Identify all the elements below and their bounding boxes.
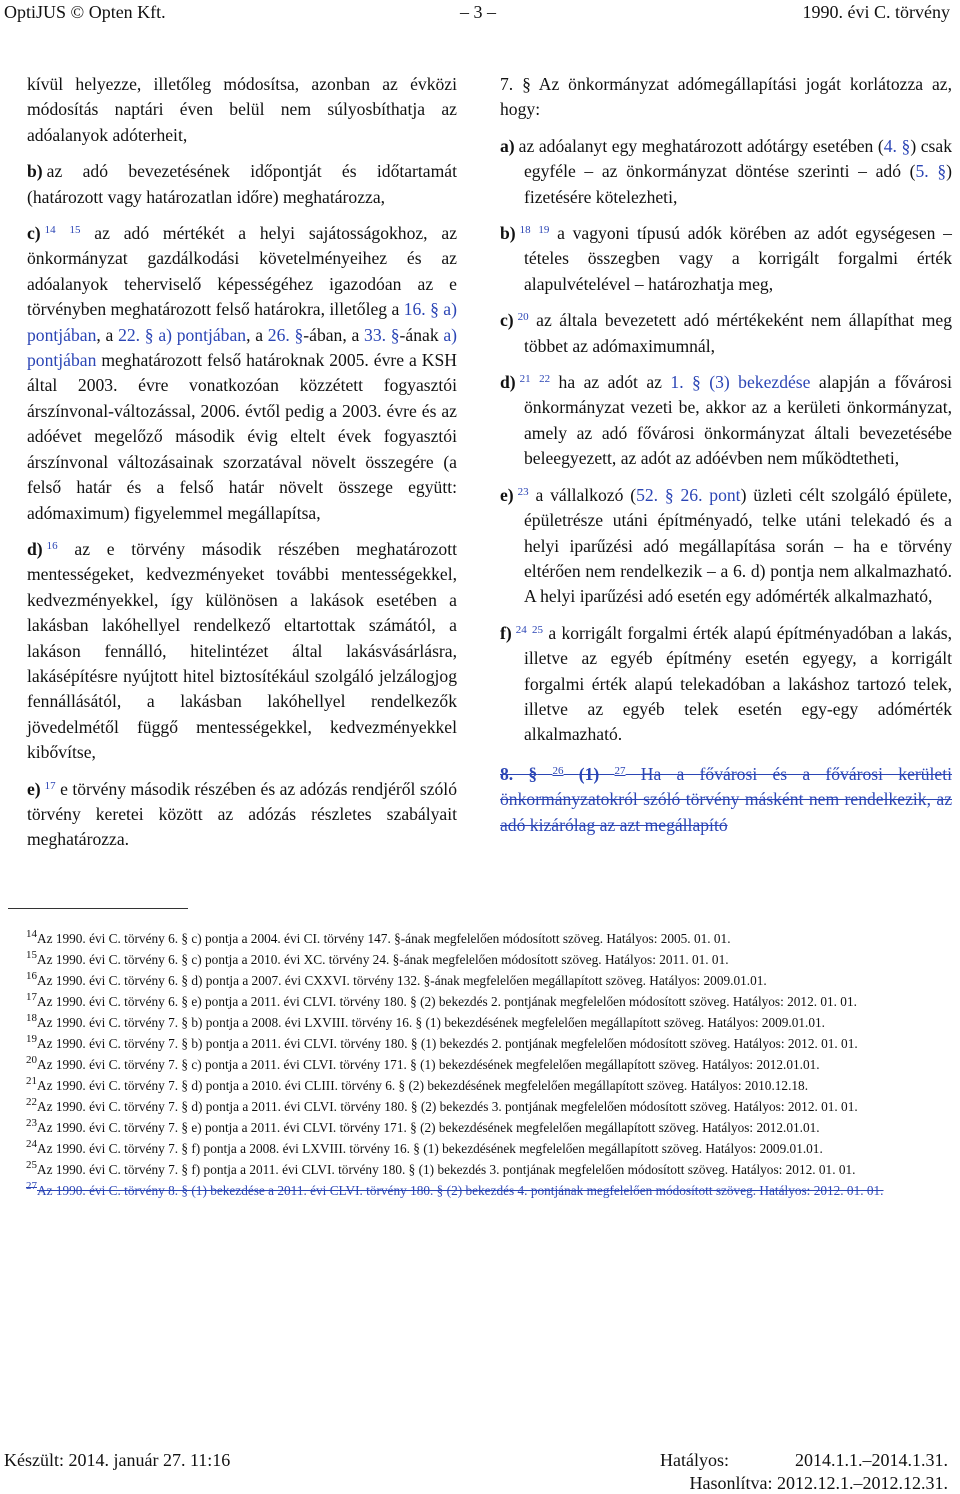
link-52-26[interactable]: 52. § 26. pont [636,484,741,505]
footnote-20: $^{20}$Az 1990. évi C. törvény 7. § c) pontja a 2011. évi CLVI. törvény 171. § (1) bekezdésének megfelelően megállapított szöveg. Hatályos: 2012.01.01. [26,1054,820,1072]
footnote-16: $^{16}$Az 1990. évi C. törvény 6. § d) pontja a 2007. évi CXXVI. törvény 132. §-ának megfelelően megállapított szöveg. Hatályos: 2009.01.01. [26,970,767,988]
link-22a[interactable]: § a) pontjában [144,324,247,345]
footnote-14: $^{14}$Az 1990. évi C. törvény 6. § c) pontja a 2004. évi CI. törvény 147. §-ának megfelelően módosított szöveg. Hatályos: 2005. 01. 01. [26,928,731,946]
link-33a[interactable]: a) pontjában [27,324,458,371]
footnote-ref-19[interactable]: 19 [538,224,550,237]
section-7: 7. § Az önkormányzat adómegállapítási jogát korlátozza az, hogy: [500,74,952,120]
left-column [27,72,457,853]
header-left: OptiJUS © Opten Kft. [4,2,166,22]
footnote-ref-21[interactable]: 21 [519,373,531,386]
link-22[interactable]: 22. [118,324,141,345]
page-number: – 3 – [460,2,496,22]
point-7c: c) $^{20}$ az általa bevezetett adó mértékeként nem állapíthat meg többet az adómaximumnál, [500,310,952,356]
footnote-divider [8,908,188,909]
footnote-ref-23[interactable]: 23 [517,485,529,498]
footnote-ref-16[interactable]: 16 [46,539,58,552]
paragraph-intro: kívül helyezze, illetőleg módosítsa, azonban az évközi módosítás naptári éven belül nem súlyosbíthatja az adóalanyok adóterheit, [27,74,457,145]
footnote-ref-25[interactable]: 25 [532,623,544,636]
point-b: b) az adó bevezetésének időpontját és időtartamát (határozott vagy határozatlan időre) meghatározza, [27,161,457,207]
footnote-27-deleted: $^{27}$Az 1990. évi C. törvény 8. § (1) bekezdése a 2011. évi CLVI. törvény 180. § (2) bekezdés 4. pontjának megfelelően módosított szöveg. Hatályos: 2012. 01. 01. [26,1180,884,1198]
footnote-ref-26[interactable]: 26 [552,764,564,777]
link-33[interactable]: 33. § [364,324,400,345]
footnote-18: $^{18}$Az 1990. évi C. törvény 7. § b) pontja a 2008. évi LXVIII. törvény 16. § (1) bekezdésének megfelelően megállapított szöveg. Hatályos: 2009.01.01. [26,1012,826,1030]
footnotes [6,928,952,1201]
right-column [500,72,952,838]
link-16a[interactable]: § a) pontjában [27,299,457,345]
link-16[interactable]: 16. [403,299,426,320]
footnote-ref-20[interactable]: 20 [517,311,529,324]
point-7a: a) az adóalanyt egy meghatározott adótárgy esetében (4. §) csak egyféle – az önkormányzat döntése szerinti – adó (5. §) fizetésére kötelezheti, [500,135,952,207]
point-7b: b) $^{18}$ $^{19}$ a vagyoni típusú adók körében az adót egységesen – tételes összegben vagy a korrigált forgalmi érték alapulvételével – határozhatja meg, [500,223,952,294]
footnote-ref-27[interactable]: 27 [614,764,626,777]
footnote-ref-15[interactable]: 15 [69,224,81,237]
footer-compared: Hasonlítva: 2012.12.1.–2012.12.31. [689,1473,948,1493]
footnote-22: $^{22}$Az 1990. évi C. törvény 7. § d) pontja a 2011. évi CLVI. törvény 180. § (2) bekezdés 3. pontjának megfelelően módosított szöveg. Hatályos: 2012. 01. 01. [26,1096,858,1114]
point-c: c) $^{14}$ $^{15}$ az adó mértékét a helyi sajátosságokhoz, az önkormányzat gazdálkodási követelményeihez és az adóalanyok teherviselő képességéhez igazodóan az e törvényben meghatározott felső határokra, illetőleg a 16. § a) pontjában, a 22. § a) pontjában, a 26. §-ában, a 33. §-ának a) pontjában meghatározott felső határoknak 2005. évre a KSH által 2003. évre vonatkozóan közzétett fogyasztói árszínvonal-változással, 2006. évtől pedig a 2003. évre és az adóévet megelőző második évig eltelt évek fogyasztói árszínvonal változásainak szorzatával növelt összegére (a felső határ és a felső határ növelt összege együtt: adómaximum) figyelemmel megállapítsa, [27,223,458,523]
header-right: 1990. évi C. törvény [802,2,950,22]
footnote-ref-14[interactable]: 14 [44,224,56,237]
footnote-24: $^{24}$Az 1990. évi C. törvény 7. § f) pontja a 2008. évi LXVIII. törvény 16. § (1) bekezdésének megfelelően megállapított szöveg. Hatályos: 2009.01.01. [26,1138,823,1156]
link-5[interactable]: 5. § [915,161,947,182]
footnote-ref-18[interactable]: 18 [519,224,531,237]
footnote-ref-17[interactable]: 17 [44,779,56,792]
footnote-19: $^{19}$Az 1990. évi C. törvény 7. § b) pontja a 2011. évi CLVI. törvény 180. § (1) bekezdés 2. pontjának megfelelően módosított szöveg. Hatályos: 2012. 01. 01. [26,1033,858,1051]
footnote-ref-24[interactable]: 24 [515,623,527,636]
link-26[interactable]: 26. § [267,324,304,345]
footnote-23: $^{23}$Az 1990. évi C. törvény 7. § e) pontja a 2011. évi CLVI. törvény 171. § (2) bekezdésének megfelelően megállapított szöveg. Hatályos: 2012.01.01. [26,1117,820,1135]
footnote-25: $^{25}$Az 1990. évi C. törvény 7. § f) pontja a 2011. évi CLVI. törvény 180. § (1) bekezdés 3. pontjának megfelelően módosított szöveg. Hatályos: 2012. 01. 01. [26,1159,856,1177]
footnote-21: $^{21}$Az 1990. évi C. törvény 7. § d) pontja a 2010. évi CLIII. törvény 6. § (2) bekezdésének megfelelően megállapított szöveg. Hatályos: 2010.12.18. [26,1075,809,1093]
section-8-deleted: 8. § $^{26}$ (1) $^{27}$ Ha a fővárosi és a fővárosi kerületi önkormányzatokról szóló törvény másként nem rendelkezik, az adó kizárólag az azt megállapító [500,763,953,835]
point-d: d) $^{16}$ az e törvény második részében meghatározott mentességeket, kedvezményeket további mentességekkel, kedvezményekkel, így különösen a lakások esetében a lakásban lakóhellyel rendelkező eltartottak számától, a lakáson fennálló, hitelintézet által lakásvásárlásra, lakásépítésre nyújtott hitel biztosítékául szolgáló jelzálogjog fennállásától, a lakásban lakóhellyel rendelkezők jövedelmétől függő mentességekkel, kedvezményekkel kibővítse, [27,538,457,763]
footnote-17: $^{17}$Az 1990. évi C. törvény 6. § e) pontja a 2011. évi CLVI. törvény 180. § (2) bekezdés 2. pontjának megfelelően módosított szöveg. Hatályos: 2012. 01. 01. [26,991,857,1009]
footnote-15: $^{15}$Az 1990. évi C. törvény 6. § c) pontja a 2010. évi XC. törvény 24. §-ának megfelelően módosított szöveg. Hatályos: 2011. 01. 01. [26,949,729,967]
footer-created: Készült: 2014. január 27. 11:16 [4,1450,231,1470]
link-4[interactable]: 4. § [883,135,911,156]
point-7e: e) $^{23}$ a vállalkozó (52. § 26. pont) üzleti célt szolgáló épülete, épületrésze utáni építményadó, telke utáni telekadó és a helyi iparűzési adó megállapítása során – ha e törvény eltérően nem rendelkezik – a 6. d) pontja nem alkalmazható. A helyi iparűzési adó esetén egy adómérték alkalmazható, [500,484,952,607]
point-7d: d) $^{21}$ $^{22}$ ha az adót az 1. § (3) bekezdése alapján a fővárosi önkormányzat vezeti be, akkor az a kerületi önkormányzat, amely az adó fővárosi önkormányzat általi bevezetésébe beleegyezett, az adót az adóévben nem működtetheti, [500,372,953,469]
footnote-ref-22[interactable]: 22 [539,373,551,386]
footer-valid-label: Hatályos: [660,1450,729,1470]
link-1-3[interactable]: 1. § (3) bekezdése [670,372,811,393]
point-e: e) $^{17}$ e törvény második részében és az adózás rendjéről szóló törvény keretei között az adózás részletes szabályait meghatározza. [27,778,457,850]
footer-valid-range: 2014.1.1.–2014.1.31. [795,1450,948,1470]
point-7f: f) $^{24}$ $^{25}$ a korrigált forgalmi érték alapú építményadóban a lakás, illetve az egyéb építmény esetén egyegy, a korrigált forgalmi érték alapú telekadóban a lakáshoz tartozó telek, illetve az egyéb telek esetén egy-egy adómérték alkalmazható. [500,622,953,745]
